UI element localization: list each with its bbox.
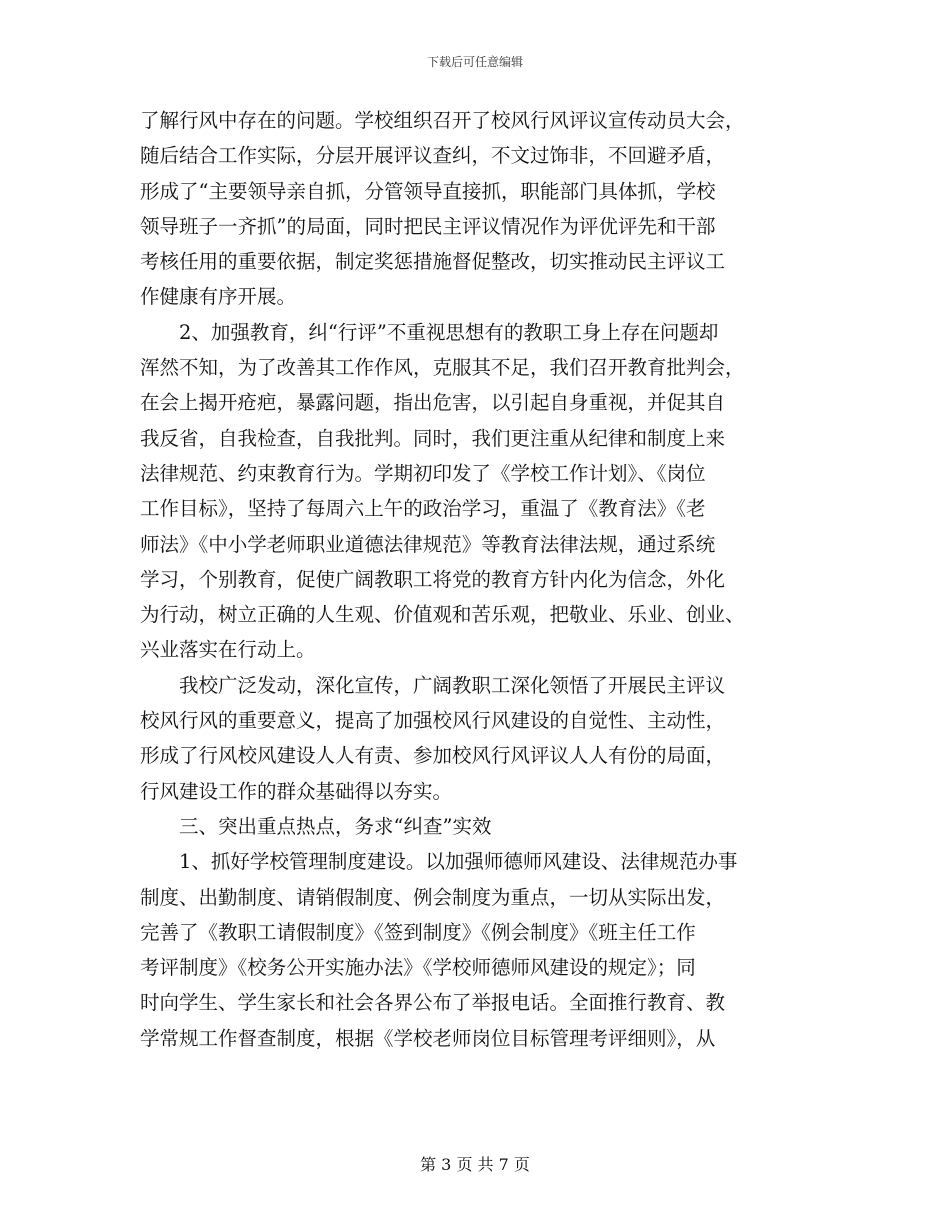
text-line: 1、抓好学校管理制度建设。以加强师德师风建设、法律规范办事 (179, 850, 738, 874)
text-line: 为行动，树立正确的人生观、价值观和苦乐观，把敬业、乐业、创业、 (140, 603, 745, 627)
text-line: 工作目标》，坚持了每周六上午的政治学习，重温了《教育法》《老 (140, 497, 706, 521)
text-line: 2、加强教育，纠“行评”不重视思想有的教职工身上存在问题却 (179, 320, 719, 344)
page-header: 下载后可任意编辑 (426, 55, 523, 69)
text-line: 兴业落实在行动上。 (140, 638, 316, 662)
text-line: 形成了行风校风建设人人有责、参加校风行风评议人人有份的局面， (140, 744, 726, 768)
text-line: 三、突出重点热点，务求“纠查”实效 (179, 814, 492, 838)
text-line: 师法》《中小学老师职业道德法律规范》等教育法律法规，通过系统 (140, 532, 716, 556)
text-line: 我校广泛发动，深化宣传，广阔教职工深化领悟了开展民主评议 (179, 673, 726, 697)
text-line: 法律规范、约束教育行为。学期初印发了《学校工作计划》、《岗位 (140, 461, 706, 485)
document-body (140, 103, 820, 1056)
text-line: 制度、出勤制度、请销假制度、例会制度为重点，一切从实际出发， (140, 885, 726, 909)
text-line: 浑然不知，为了改善其工作作风，克服其不足，我们召开教育批判会， (140, 356, 745, 380)
text-line: 学习，个别教育，促使广阔教职工将党的教育方针内化为信念，外化 (140, 567, 726, 591)
text-line: 作健康有序开展。 (140, 285, 297, 309)
text-line: 形成了“主要领导亲自抓，分管领导直接抓，职能部门具体抓，学校 (140, 179, 716, 203)
text-line: 考核任用的重要依据，制定奖惩措施督促整改，切实推动民主评议工 (140, 250, 726, 274)
text-line: 我反省，自我检查，自我批判。同时，我们更注重从纪律和制度上来 (140, 426, 726, 450)
page-number-footer: 第 3 页 共 7 页 (420, 1155, 530, 1174)
text-line: 校风行风的重要意义，提高了加强校风行风建设的自觉性、主动性， (140, 709, 726, 733)
text-line: 领导班子一齐抓”的局面，同时把民主评议情况作为评优评先和干部 (140, 214, 716, 238)
text-line: 考评制度》《校务公开实施办法》《学校师德师风建设的规定》；同 (140, 956, 696, 980)
text-line: 随后结合工作实际，分层开展评议查纠，不文过饰非，不回避矛盾， (140, 144, 726, 168)
text-line: 行风建设工作的群众基础得以夯实。 (140, 779, 453, 803)
text-line: 时向学生、学生家长和社会各界公布了举报电话。全面推行教育、教 (140, 991, 726, 1015)
text-line: 学常规工作督查制度，根据《学校老师岗位目标管理考评细则》，从 (140, 1026, 716, 1050)
text-line: 了解行风中存在的问题。学校组织召开了校风行风评议宣传动员大会， (140, 109, 745, 132)
text-line: 完善了《教职工请假制度》《签到制度》《例会制度》《班主任工作 (140, 920, 696, 944)
text-line: 在会上揭开疮疤，暴露问题，指出危害，以引起自身重视，并促其自 (140, 391, 726, 415)
